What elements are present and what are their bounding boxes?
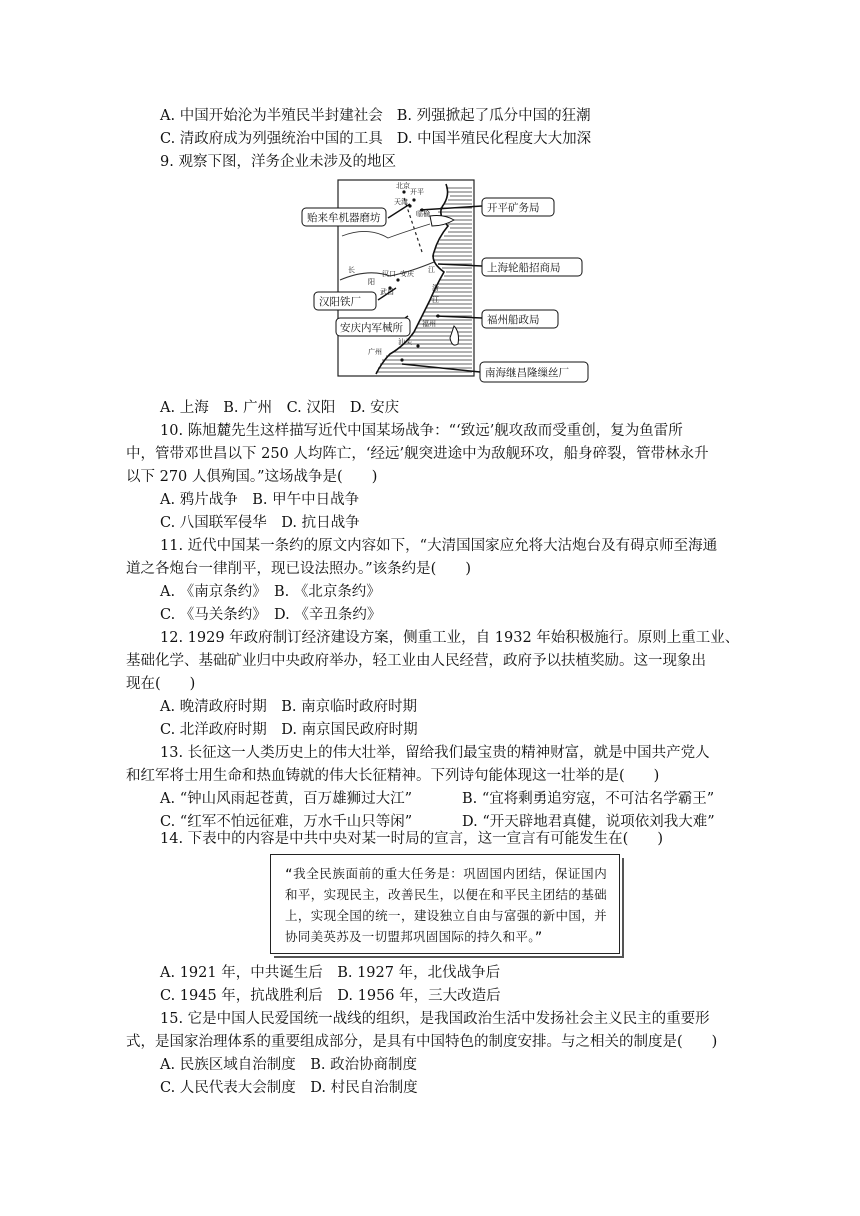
- q11-stem-line1: 11. 近代中国某一条约的原文内容如下，“大清国国家应允将大沽炮台及有碍京师至海通: [160, 538, 718, 554]
- label-fuzhou-shipyard: 福州船政局: [487, 314, 540, 326]
- q11-stem-line2: 道之各炮台一律削平，现已设法照办。”该条约是( ): [126, 561, 471, 577]
- q15-stem-line2: 式，是国家治理体系的重要组成部分，是具有中国特色的制度安排。与之相关的制度是( ): [126, 1034, 718, 1050]
- q11-options-ab: A. 《南京条约》 B. 《北京条约》: [160, 584, 381, 600]
- q12-options-cd: C. 北洋政府时期 D. 南京国民政府时期: [160, 722, 418, 738]
- city-yang: 阳: [368, 278, 375, 286]
- q8-option-c: C. 清政府成为列强统治中国的工具: [160, 131, 383, 147]
- label-nanhai-silk: 南海继昌隆缫丝厂: [485, 367, 569, 379]
- q8-options-row1: [160, 106, 591, 126]
- city-wuchang: 武昌: [380, 288, 394, 296]
- city-anqing: 安庆: [400, 270, 414, 278]
- q10-stem-line1: 10. 陈旭麓先生这样描写近代中国某场战争：“‘致远’舰攻敌而受重创，复为鱼雷所: [160, 423, 683, 439]
- q14-options-ab: A. 1921 年，中共诞生后 B. 1927 年，北伐战争后: [160, 965, 501, 981]
- q12-stem-line1: 12. 1929 年政府制订经济建设方案，侧重工业，自 1932 年始积极施行。原则上重工业、: [160, 630, 740, 646]
- city-beijing: 北京: [396, 182, 410, 190]
- label-kaiping-mine: 开平矿务局: [487, 202, 540, 214]
- city-jiangxia: 江: [428, 266, 435, 274]
- label-tianjin-mill: 贻来牟机器磨坊: [307, 212, 381, 224]
- q13-option-a: A. “钟山风雨起苍黄，百万雄狮过大江”: [160, 791, 413, 807]
- q12-stem-line3: 现在( ): [126, 676, 196, 692]
- city-linyu: 临榆: [416, 210, 430, 218]
- q13-stem-line1: 13. 长征这一人类历史上的伟大壮举，留给我们最宝贵的精神财富，就是中国共产党人: [160, 745, 710, 761]
- q9-stem: 9. 观察下图，洋务企业未涉及的地区: [160, 154, 396, 170]
- q8-option-a: A. 中国开始沦为半殖民半封建社会: [160, 108, 383, 124]
- city-tianjin: 天津: [394, 198, 408, 206]
- q10-options-ab: A. 鸦片战争 B. 甲午中日战争: [160, 492, 360, 508]
- q10-options-cd: C. 八国联军侵华 D. 抗日战争: [160, 515, 360, 531]
- q15-options-ab: A. 民族区域自治制度 B. 政治协商制度: [160, 1057, 418, 1073]
- q8-options-row2: [160, 129, 591, 149]
- q14-quote-text: “我全民族面前的重大任务是：巩固国内团结，保证国内和平，实现民主，改善民生，以便在和平民主团结的基础上，实现全国的统一，建设独立自由与富强的新中国，并协同美英苏及一切盟邦巩固国际的持久和平。”: [285, 866, 607, 944]
- q9-options: A. 上海 B. 广州 C. 汉阳 D. 安庆: [160, 400, 400, 416]
- label-hanyang-ironworks: 汉阳铁厂: [319, 296, 361, 308]
- q13-option-c: C. “红军不怕远征难，万水千山只等闲”: [160, 814, 413, 830]
- city-zhe: 浙: [432, 284, 439, 292]
- q12-options-ab: A. 晚清政府时期 B. 南京临时政府时期: [160, 699, 418, 715]
- city-shantou: 汕头: [398, 338, 412, 346]
- q14-quote-box: [270, 854, 620, 954]
- q12-stem-line2: 基础化学、基础矿业归中央政府举办，轻工业由人民经营，政府予以扶植奖励。这一现象出: [126, 653, 706, 669]
- label-shanghai-shipping: 上海轮船招商局: [487, 262, 561, 274]
- city-fuzhou: 福州: [422, 320, 436, 328]
- q10-stem-line2: 中，管带邓世昌以下 250 人均阵亡，‘经远’舰突进途中为敌舰环攻，船身碎裂，管带林永升: [126, 446, 709, 462]
- q13-option-d: D. “开天辟地君真健，说项依刘我大难”: [462, 814, 715, 830]
- city-guangzhou: 广州: [368, 348, 382, 356]
- q11-options-cd: C. 《马关条约》 D. 《辛丑条约》: [160, 607, 382, 623]
- city-jiang: 江: [432, 296, 439, 304]
- q8-option-d: D. 中国半殖民化程度大大加深: [396, 131, 592, 147]
- label-anqing-arsenal: 安庆内军械所: [340, 322, 403, 334]
- q13-option-b: B. “宜将剩勇追穷寇，不可沽名学霸王”: [462, 791, 715, 807]
- china-map-figure: [298, 176, 598, 390]
- q13-stem-line2: 和红军将士用生命和热血铸就的伟大长征精神。下列诗句能体现这一壮举的是( ): [126, 768, 660, 784]
- q9-map: [298, 176, 598, 390]
- city-chang: 长: [348, 266, 355, 274]
- q14-options-cd: C. 1945 年，抗战胜利后 D. 1956 年，三大改造后: [160, 988, 501, 1004]
- q8-option-b: B. 列强掀起了瓜分中国的狂潮: [396, 108, 591, 124]
- q15-stem-line1: 15. 它是中国人民爱国统一战线的组织，是我国政治生活中发扬社会主义民主的重要形: [160, 1011, 710, 1027]
- city-kaiping: 开平: [410, 188, 424, 196]
- q10-stem-line3: 以下 270 人俱殉国。”这场战争是( ): [126, 469, 378, 485]
- city-hankou: 汉口: [382, 270, 396, 278]
- q14-stem: 14. 下表中的内容是中共中央对某一时局的宣言，这一宣言有可能发生在( ): [160, 831, 663, 847]
- q15-options-cd: C. 人民代表大会制度 D. 村民自治制度: [160, 1080, 418, 1096]
